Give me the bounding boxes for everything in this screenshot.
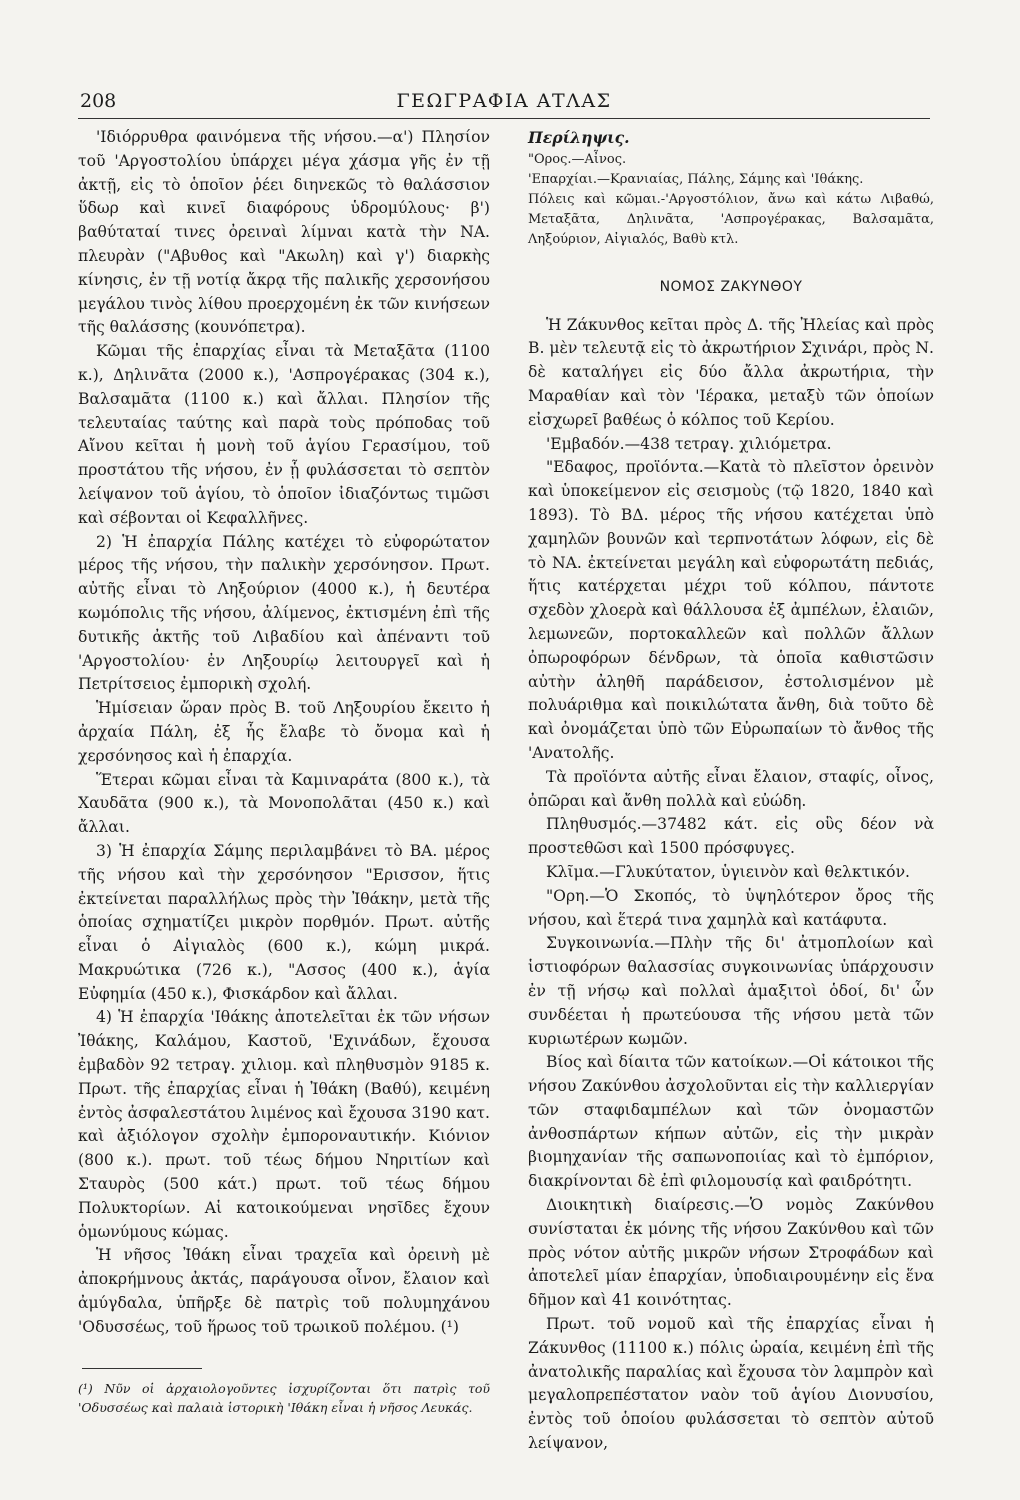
paragraph-area: 'Εμβαδόν.—438 τετραγ. χιλιόμετρα.: [546, 434, 832, 453]
paragraph-capital: Πρωτ. τοῦ νομοῦ καὶ τῆς ἐπαρχίας εἶναι ἡ Ζάκυνθος (11100 κ.) πόλις ὡραία, κειμένη ἐπὶ τῆς ἀνατολικῆς παραλίας καὶ ἔχουσα τὸν λαμπρὸν καὶ μεγαλοπρεπέστατον ναὸν τοῦ ἁγίου Διονυσίου, ἐντὸς τοῦ ὁποίου φυλάσσεται τὸ σεπτὸν αὐτοῦ λείψανον,: [528, 1315, 934, 1453]
paragraph-zakynthos-location: Ἡ Ζάκυνθος κεῖται πρὸς Δ. τῆς Ἠλείας καὶ πρὸς Β. μὲν τελευτᾷ εἰς τὸ ἀκρωτήριον Σχινάρι, πρὸς Ν. δὲ καταλήγει εἰς δύο ἄλλα ἀκρωτήρια, τὴν Μαραθίαν καὶ τὸν 'Ιέρακα, μεταξὺ τῶν ὁποίων εἰσχωρεῖ βαθέως ὁ κόλπος τοῦ Κερίου.: [528, 315, 934, 429]
page-header: [78, 84, 930, 122]
paragraph-population: Πληθυσμός.—37482 κάτ. εἰς οὓς δέον νὰ προστεθῶσι καὶ 1500 πρόσφυγες.: [528, 815, 934, 858]
summary-towns: Πόλεις καὶ κῶμαι.-'Αργοστόλιον, ἄνω καὶ κάτω Λιβαθώ, Μεταξᾶτα, Δηλινᾶτα, 'Ασπρογέρακας, Βαλσαμᾶτα, Ληξούριον, Αἰγιαλός, Βαθὺ κτλ.: [528, 191, 934, 247]
left-column: [78, 126, 490, 1417]
running-title: ΓΕΩΓΡΑΦΙΑ ΑΤΛΑΣ: [396, 90, 612, 112]
header-rule: [78, 118, 930, 119]
paragraph-products: Τὰ προϊόντα αὐτῆς εἶναι ἔλαιον, σταφίς, οἶνος, ὀπῶραι καὶ ἄνθη πολλὰ καὶ εὐώδη.: [528, 767, 934, 810]
paragraph-ancient-pali: Ἡμίσειαν ὥραν πρὸς Β. τοῦ Ληξουρίου ἔκειτο ἡ ἀρχαία Πάλη, ἐξ ἧς ἔλαβε τὸ ὄνομα καὶ ἡ χερσόνησος καὶ ἡ ἐπαρχία.: [78, 699, 490, 765]
paragraph-administration: Διοικητικὴ διαίρεσις.—Ὁ νομὸς Ζακύνθου συνίσταται ἐκ μόνης τῆς νήσου Ζακύνθου καὶ τῶν πρὸς νότον αὐτῆς μικρῶν νήσων Στροφάδων καὶ ἀποτελεῖ μίαν ἐπαρχίαν, ὑποδιαιρουμένην εἰς ἕνα δῆμον καὶ 41 κοινότητας.: [528, 1196, 934, 1310]
summary-mountain: "Ορος.—Αἶνος.: [528, 151, 627, 167]
right-column: [528, 126, 934, 1456]
page-number: 208: [80, 90, 117, 112]
paragraph-climate: Κλῖμα.—Γλυκύτατον, ὑγιεινὸν καὶ θελκτικόν.: [546, 862, 911, 881]
summary-title: Περίληψις.: [528, 128, 630, 147]
paragraph-terrain: "Εδαφος, προϊόντα.—Κατὰ τὸ πλεῖστον ὀρεινὸν καὶ ὑποκείμενον εἰς σεισμοὺς (τῷ 1820, 1840 καὶ 1893). Τὸ ΒΔ. μέρος τῆς νήσου κατέχεται ὑπὸ χαμηλῶν βουνῶν καὶ τερπνοτάτων λόφων, εἰς δὲ τὸ ΝΑ. ἐκτείνεται μεγάλη καὶ εὐφορωτάτη πεδιάς, ἥτις κατέρχεται μέχρι τοῦ κόλπου, πάντοτε σχεδὸν χλοερὰ καὶ θάλλουσα ἐξ ἀμπέλων, ἐλαιῶν, λεμωνεῶν, πορτοκαλλεῶν καὶ πολλῶν ἄλλων ὀπωροφόρων δένδρων, τὰ ὁποῖα καθιστῶσιν αὐτὴν ἀληθῆ παράδεισον, ἐστολισμένον μὲ πολυάριθμα καὶ ποικιλώτατα ἄνθη, διὰ τοῦτο δὲ καὶ ὀνομάζεται ὑπὸ τῶν Εὐρωπαίων τὸ ἄνθος τῆς 'Ανατολῆς.: [528, 458, 934, 762]
paragraph-pali-province: 2) Ἡ ἐπαρχία Πάλης κατέχει τὸ εὐφορώτατον μέρος τῆς νήσου, τὴν παλικὴν χερσόνησον. Πρωτ. αὐτῆς εἶναι τὸ Ληξούριον (4000 κ.), ἡ δευτέρα κωμόπολις τῆς νήσου, ἀλίμενος, ἐκτισμένη ἐπὶ τῆς δυτικῆς ἀκτῆς τοῦ Λιβαδίου καὶ ἀπέναντι τοῦ 'Αργοστολίου· ἐν Ληξουρίῳ λειτουργεῖ καὶ ἡ Πετρίτσειος ἐμπορικὴ σχολή.: [78, 532, 490, 694]
summary-provinces: 'Επαρχίαι.—Κρανιαίας, Πάλης, Σάμης καὶ 'Ιθάκης.: [528, 171, 864, 187]
footnote-rule: [82, 1368, 202, 1369]
paragraph-sami-province: 3) Ἡ ἐπαρχία Σάμης περιλαμβάνει τὸ ΒΑ. μέρος τῆς νήσου καὶ τὴν χερσόνησον "Ερισσον, ἥτις ἐκτείνεται παραλλήλως πρὸς τὴν Ἰθάκην, μετὰ τῆς ὁποίας σχηματίζει μικρὸν πορθμόν. Πρωτ. αὐτῆς εἶναι ὁ Αἰγιαλὸς (600 κ.), κώμη μικρά. Μακρυώτικα (726 κ.), "Ασσος (400 κ.), ἁγία Εὐφημία (450 κ.), Φισκάρδον καὶ ἄλλαι.: [78, 841, 490, 1003]
paragraph-life: Βίος καὶ δίαιτα τῶν κατοίκων.—Οἱ κάτοικοι τῆς νήσου Ζακύνθου ἀσχολοῦνται εἰς τὴν καλλιεργίαν τῶν σταφιδαμπέλων καὶ τῶν ὀνομαστῶν ἀνθοσπάρτων κήπων αὐτῶν, εἰς τὴν μικρὰν βιομηχανίαν τῆς σαπωνοποιίας καὶ τὸ ἐμπόριον, διακρίνονται δὲ ἐπὶ φιλομουσίᾳ καὶ φαιδρότητι.: [528, 1053, 934, 1191]
footnote: (¹) Νῦν οἱ ἀρχαιολογοῦντες ἰσχυρίζονται ὅτι πατρὶς τοῦ 'Οδυσσέως καὶ παλαιὰ ἱστορικὴ 'Ιθάκη εἶναι ἡ νῆσος Λευκάς.: [78, 1380, 490, 1415]
paragraph-mountains: "Ορη.—Ὁ Σκοπός, τὸ ὑψηλότερον ὄρος τῆς νήσου, καὶ ἕτερά τινα χαμηλὰ καὶ κατάφυτα.: [528, 886, 934, 929]
paragraph-other-villages: Ἕτεραι κῶμαι εἶναι τὰ Καμιναράτα (800 κ.), τὰ Χαυδᾶτα (900 κ.), τὰ Μονοπολᾶται (450 κ.) καὶ ἄλλαι.: [78, 770, 490, 837]
paragraph-ithaca-province: 4) Ἡ ἐπαρχία 'Ιθάκης ἀποτελεῖται ἐκ τῶν νήσων Ἰθάκης, Καλάμου, Καστοῦ, 'Εχινάδων, ἔχουσα ἐμβαδὸν 92 τετραγ. χιλιομ. καὶ πληθυσμὸν 9185 κ. Πρωτ. τῆς ἐπαρχίας εἶναι ἡ Ἰθάκη (Βαθύ), κειμένη ἐντὸς ἀσφαλεστάτου λιμένος καὶ ἔχουσα 3190 κατ. καὶ ἀξιόλογον σχολὴν ἐμποροναυτικήν. Κιόνιον (800 κ.). πρωτ. τοῦ τέως δήμου Νηριτίων καὶ Σταυρὸς (500 κάτ.) πρωτ. τοῦ τέως δήμου Πολυκτορίων. Αἱ κατοικούμεναι νησῖδες ἔχουν ὁμωνύμους κώμας.: [78, 1008, 490, 1241]
section-heading: ΝΟΜΟΣ ΖΑΚΥΝΘΟΥ: [659, 278, 803, 295]
paragraph-phenomena: 'Ιδιόρρυθρα φαινόμενα τῆς νήσου.—α') Πλησίον τοῦ 'Αργοστολίου ὑπάρχει μέγα χάσμα γῆς ἐν τῇ ἀκτῇ, εἰς τὸ ὁποῖον ῥέει διηνεκῶς τὸ θαλάσσιον ὕδωρ καὶ κινεῖ διαφόρους ὑδρομύλους· β') βαθύταταί τινες ὀρειναὶ λίμναι κατὰ τὴν ΝΑ. πλευρὰν ("Αβυθος καὶ "Ακωλη) καὶ γ') διαρκὴς κίνησις, ἐν τῇ νοτίᾳ ἄκρᾳ τῆς παλικῆς χερσονήσου μεγάλου τινὸς λίθου προερχομένη ἐκ τῶν κινήσεων τῆς θαλάσσης (κουνόπετρα).: [78, 128, 490, 337]
paragraph-communication: Συγκοινωνία.—Πλὴν τῆς δι' ἀτμοπλοίων καὶ ἱστιοφόρων θαλασσίας συγκοινωνίας ὑπάρχουσιν ἐν τῇ νήσῳ καὶ πολλαὶ ἁμαξιτοὶ ὁδοί, δι' ὧν συνδέεται ἡ πρωτεύουσα τῆς νήσου μετὰ τῶν κυριωτέρων κωμῶν.: [528, 934, 934, 1048]
paragraph-ithaca-island: Ἡ νῆσος Ἰθάκη εἶναι τραχεῖα καὶ ὀρεινὴ μὲ ἀποκρήμνους ἀκτάς, παράγουσα οἶνον, ἔλαιον καὶ ἀμύγδαλα, ὑπῆρξε δὲ πατρὶς τοῦ πολυμηχάνου 'Οδυσσέως, τοῦ ἥρωος τοῦ τρωικοῦ πολέμου. (¹): [78, 1246, 490, 1336]
paragraph-villages: Κῶμαι τῆς ἐπαρχίας εἶναι τὰ Μεταξᾶτα (1100 κ.), Δηλινᾶτα (2000 κ.), 'Ασπρογέρακας (304 κ.), Βαλσαμᾶτα (1100 κ.) καὶ ἄλλαι. Πλησίον τῆς τελευταίας ταύτης καὶ παρὰ τοὺς πρόποδας τοῦ Αἴνου κεῖται ἡ μονὴ τοῦ ἁγίου Γερασίμου, τοῦ προστάτου τῆς νήσου, ἐν ᾗ φυλάσσεται τὸ σεπτὸν λείψανον τοῦ ἁγίου, τὸ ὁποῖον ἰδιαζόντως τιμῶσι καὶ σέβονται οἱ Κεφαλλῆνες.: [78, 342, 490, 527]
